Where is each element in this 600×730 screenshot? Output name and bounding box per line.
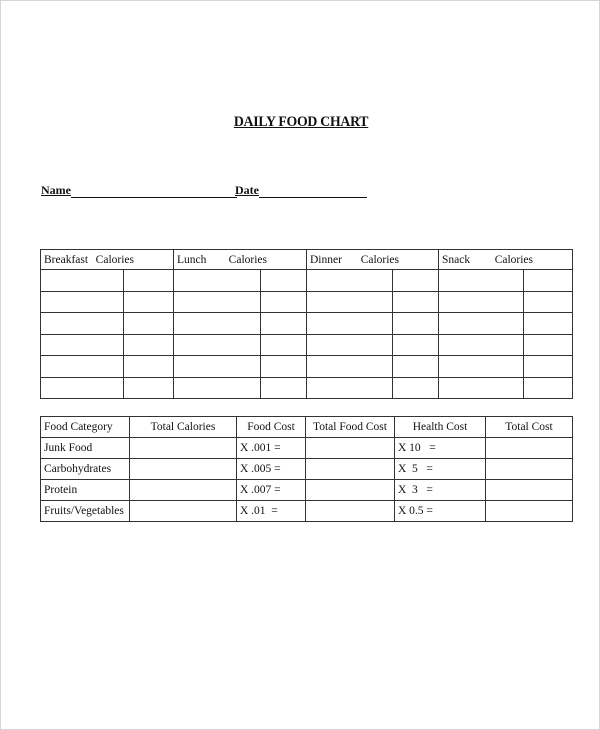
snack-calories-cell[interactable] <box>524 377 573 399</box>
header-food-category: Food Category <box>41 417 130 438</box>
meal-row <box>41 291 573 313</box>
meal-row <box>41 270 573 292</box>
lunch-cell[interactable] <box>174 377 261 399</box>
page-title <box>1 114 600 131</box>
breakfast-calories-cell[interactable] <box>124 291 174 313</box>
food-cost-cell: X .001 = <box>237 438 306 459</box>
cost-row-junk-food <box>41 438 573 459</box>
meal-label: Dinner <box>310 253 342 266</box>
category-cell: Protein <box>41 480 130 501</box>
food-cost-cell: X .01 = <box>237 501 306 522</box>
lunch-cell[interactable] <box>174 356 261 378</box>
breakfast-cell[interactable] <box>41 334 124 356</box>
food-cost-cell: X .007 = <box>237 480 306 501</box>
snack-cell[interactable] <box>439 356 524 378</box>
lunch-calories-cell[interactable] <box>261 270 307 292</box>
total-cost-cell[interactable] <box>486 459 573 480</box>
lunch-calories-cell[interactable] <box>261 313 307 335</box>
breakfast-calories-cell[interactable] <box>124 377 174 399</box>
total-cost-cell[interactable] <box>486 480 573 501</box>
total-calories-cell[interactable] <box>130 459 237 480</box>
lunch-calories-cell[interactable] <box>261 334 307 356</box>
dinner-cell[interactable] <box>307 356 393 378</box>
snack-cell[interactable] <box>439 313 524 335</box>
snack-cell[interactable] <box>439 270 524 292</box>
dinner-calories-cell[interactable] <box>393 334 439 356</box>
food-cost-cell: X .005 = <box>237 459 306 480</box>
snack-calories-cell[interactable] <box>524 291 573 313</box>
health-cost-cell: X 10 = <box>395 438 486 459</box>
name-field[interactable] <box>41 183 237 198</box>
breakfast-cell[interactable] <box>41 291 124 313</box>
total-food-cost-cell[interactable] <box>306 501 395 522</box>
cost-row-carbohydrates <box>41 459 573 480</box>
cost-row-fruits-vegetables <box>41 501 573 522</box>
snack-cell[interactable] <box>439 334 524 356</box>
health-cost-cell: X 0.5 = <box>395 501 486 522</box>
lunch-cell[interactable] <box>174 270 261 292</box>
meal-label: Snack <box>442 253 471 266</box>
calories-label: Calories <box>494 253 534 266</box>
total-food-cost-cell[interactable] <box>306 438 395 459</box>
snack-cell[interactable] <box>439 377 524 399</box>
breakfast-cell[interactable] <box>41 313 124 335</box>
total-food-cost-cell[interactable] <box>306 480 395 501</box>
category-cell: Carbohydrates <box>41 459 130 480</box>
meal-label: Lunch <box>177 253 207 266</box>
meal-row <box>41 334 573 356</box>
cost-header-row <box>41 417 573 438</box>
dinner-cell[interactable] <box>307 270 393 292</box>
meal-row <box>41 313 573 335</box>
lunch-cell[interactable] <box>174 291 261 313</box>
title-text: DAILY FOOD CHART <box>233 114 369 130</box>
calories-label: Calories <box>360 253 400 266</box>
cost-table <box>40 416 573 522</box>
meals-header-row <box>41 250 573 270</box>
lunch-cell[interactable] <box>174 334 261 356</box>
dinner-calories-cell[interactable] <box>393 377 439 399</box>
snack-cell[interactable] <box>439 291 524 313</box>
name-input-line[interactable] <box>71 185 237 198</box>
lunch-calories-cell[interactable] <box>261 356 307 378</box>
header-total-calories: Total Calories <box>130 417 237 438</box>
breakfast-calories-cell[interactable] <box>124 356 174 378</box>
header-health-cost: Health Cost <box>395 417 486 438</box>
name-label: Name <box>41 183 71 197</box>
meal-row <box>41 356 573 378</box>
breakfast-calories-cell[interactable] <box>124 334 174 356</box>
meals-table <box>40 249 573 399</box>
header-dinner <box>307 250 439 270</box>
breakfast-cell[interactable] <box>41 356 124 378</box>
meal-label: Breakfast <box>44 253 89 266</box>
category-cell: Fruits/Vegetables <box>41 501 130 522</box>
breakfast-cell[interactable] <box>41 270 124 292</box>
lunch-calories-cell[interactable] <box>261 291 307 313</box>
lunch-calories-cell[interactable] <box>261 377 307 399</box>
total-food-cost-cell[interactable] <box>306 459 395 480</box>
date-field[interactable] <box>235 183 367 198</box>
total-calories-cell[interactable] <box>130 438 237 459</box>
breakfast-cell[interactable] <box>41 377 124 399</box>
date-input-line[interactable] <box>259 185 367 198</box>
meal-row <box>41 377 573 399</box>
total-calories-cell[interactable] <box>130 501 237 522</box>
header-lunch <box>174 250 307 270</box>
dinner-cell[interactable] <box>307 334 393 356</box>
dinner-calories-cell[interactable] <box>393 270 439 292</box>
header-food-cost: Food Cost <box>237 417 306 438</box>
dinner-cell[interactable] <box>307 313 393 335</box>
header-breakfast <box>41 250 174 270</box>
total-calories-cell[interactable] <box>130 480 237 501</box>
snack-calories-cell[interactable] <box>524 334 573 356</box>
total-cost-cell[interactable] <box>486 438 573 459</box>
snack-calories-cell[interactable] <box>524 356 573 378</box>
snack-calories-cell[interactable] <box>524 313 573 335</box>
header-total-food-cost: Total Food Cost <box>306 417 395 438</box>
lunch-cell[interactable] <box>174 313 261 335</box>
dinner-cell[interactable] <box>307 291 393 313</box>
calories-label: Calories <box>228 253 267 266</box>
health-cost-cell: X 3 = <box>395 480 486 501</box>
cost-row-protein <box>41 480 573 501</box>
snack-calories-cell[interactable] <box>524 270 573 292</box>
total-cost-cell[interactable] <box>486 501 573 522</box>
header-snack <box>439 250 573 270</box>
dinner-calories-cell[interactable] <box>393 291 439 313</box>
category-cell: Junk Food <box>41 438 130 459</box>
health-cost-cell: X 5 = <box>395 459 486 480</box>
breakfast-calories-cell[interactable] <box>124 270 174 292</box>
dinner-calories-cell[interactable] <box>393 356 439 378</box>
breakfast-calories-cell[interactable] <box>124 313 174 335</box>
date-label: Date <box>235 183 259 197</box>
header-total-cost: Total Cost <box>486 417 573 438</box>
calories-label: Calories <box>95 253 134 266</box>
dinner-cell[interactable] <box>307 377 393 399</box>
dinner-calories-cell[interactable] <box>393 313 439 335</box>
